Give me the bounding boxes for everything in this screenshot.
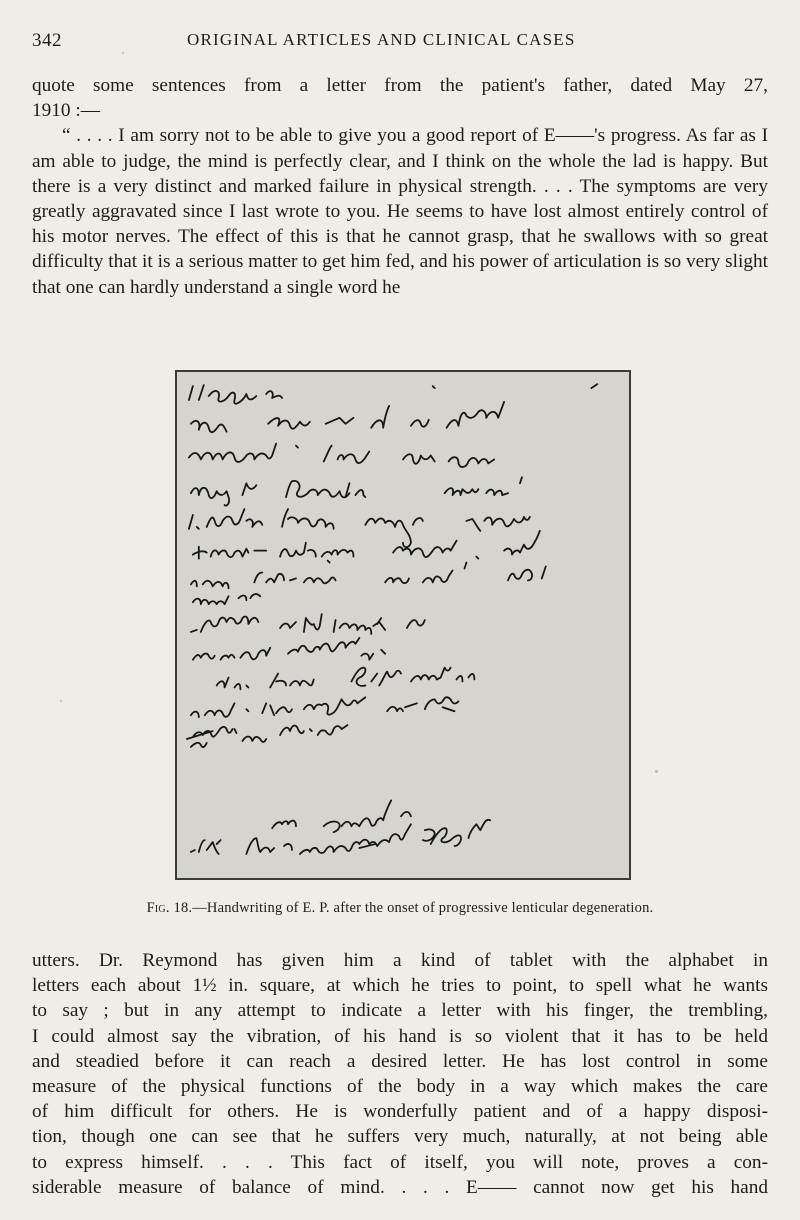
letter-quote: “ . . . . I am sorry not to be able to give you a good report of E——'s progress. As far as I am able to judge, the mind is perfectly clear, and I think on the whole the lad is happy. But there is a very distinct and marked failure in physical strength. . . . The symptoms are very greatly aggravated since I last wrote to you. He seems to have lost almost entirely control of his motor nerves. The effect of this is that he cannot grasp, that he swallows with so great difficulty that it is a serious matter to get him fed, and his power of articulation is so very slight that one can hardly understand a single word he <box>32 125 768 298</box>
figure-number: Fig. 18. <box>146 900 193 916</box>
paper-speck <box>655 770 658 773</box>
text-line: I could almost say the vibration, of his hand is so violent that it has to be held <box>32 1025 768 1047</box>
body-text-bottom <box>32 948 768 1200</box>
caption-text: —Handwriting of E. P. after the onset of progressive lenticular degeneration. <box>192 900 654 916</box>
text-line: tion, though one can see that he suffers very much, naturally, at not being able <box>32 1126 768 1148</box>
date-line: 1910 :— <box>32 100 101 122</box>
paper-speck <box>122 52 124 54</box>
paper-speck <box>60 700 62 702</box>
intro-line: quote some sentences from a letter from the patient's father, dated May 27, <box>32 75 768 96</box>
text-line: to say ; but in any attempt to indicate a letter with his finger, the trembling, <box>32 1000 768 1022</box>
handwriting-sample-image <box>177 372 629 878</box>
handwriting-figure <box>175 370 631 880</box>
text-line: letters each about 1½ in. square, at which he tries to point, to spell what he wants <box>32 975 768 997</box>
text-line: to express himself. . . . This fact of itself, you will note, proves a con- <box>32 1151 768 1173</box>
body-text-top <box>32 73 768 300</box>
running-title: ORIGINAL ARTICLES AND CLINICAL CASES <box>187 30 576 49</box>
text-line: siderable measure of balance of mind. . . . E—— cannot now get his hand <box>32 1176 768 1198</box>
page-number: 342 <box>32 30 62 51</box>
text-line: and steadied before it can reach a desired letter. He has lost control in some <box>32 1050 768 1072</box>
figure-caption <box>32 900 768 917</box>
running-head <box>32 30 768 54</box>
text-line: utters. Dr. Reymond has given him a kind of tablet with the alphabet in <box>32 950 768 971</box>
text-line: of him difficult for others. He is wonderfully patient and of a happy disposi- <box>32 1101 768 1123</box>
text-line: measure of the physical functions of the body in a way which makes the care <box>32 1076 768 1098</box>
